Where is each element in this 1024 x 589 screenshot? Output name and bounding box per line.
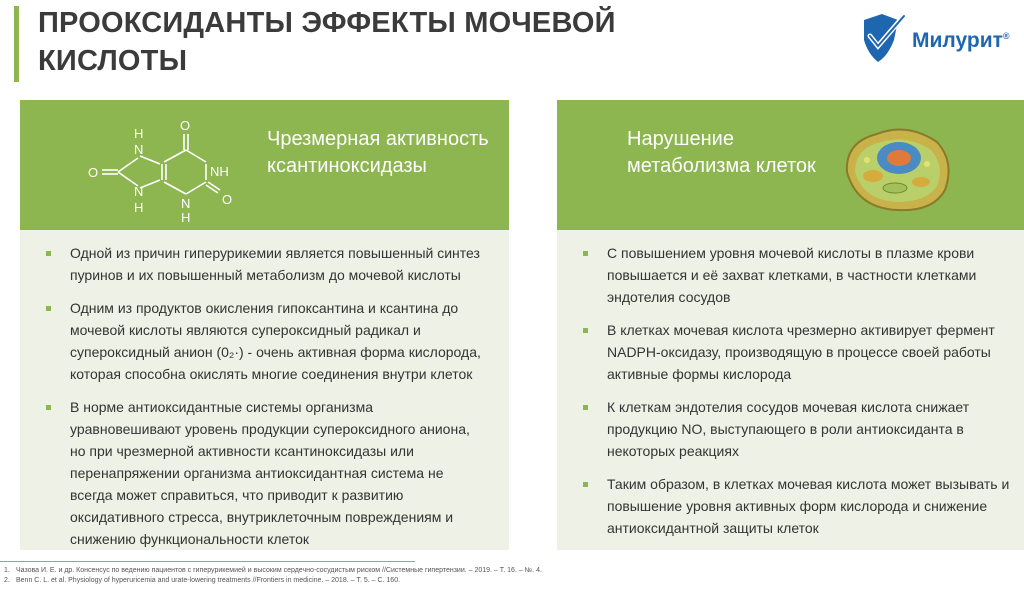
bullet-square-icon <box>46 405 51 410</box>
svg-text:O: O <box>180 118 191 133</box>
list-item: В норме антиоксидантные системы организма уравновешивают уровень продукции супероксидного аниона, но при чрезмерной активности ксантиноксидазы или перенапряжении организма антиоксидантная система не всегда может справиться, что приводит к развитию оксидативного стресса, внутриклеточным повреждениям и снижению функциональности клеток <box>44 396 481 550</box>
svg-text:N: N <box>134 142 144 157</box>
check-shield-icon <box>858 10 914 70</box>
page-title: ПРООКСИДАНТЫ ЭФФЕКТЫ МОЧЕВОЙ КИСЛОТЫ <box>38 7 616 77</box>
panel-cell-metabolism <box>557 100 1024 550</box>
footnote: 1. Чазова И. Е. и др. Консенсус по ведению пациентов с гиперурикемией и высоким сердечно-сосудистым риском //Системные гипертензии. – 2019. – Т. 16. – №. 4. <box>4 567 542 574</box>
bullet-list <box>44 242 481 550</box>
panel-header <box>20 100 509 230</box>
footnotes <box>4 566 542 586</box>
svg-text:N: N <box>134 184 144 199</box>
list-item: Одной из причин гиперурикемии является повышенный синтез пуринов и их повышенный метаболизм до мочевой кислоты <box>44 242 481 286</box>
panel-header-title: Нарушение метаболизма клеток <box>627 128 816 177</box>
svg-text:O: O <box>88 165 99 180</box>
footnote-divider <box>0 561 415 562</box>
panel-body <box>20 230 509 550</box>
bullet-square-icon <box>583 328 588 333</box>
panel-header <box>557 100 1024 230</box>
cell-illustration-icon <box>837 112 957 222</box>
footnote: 2. Benn C. L. et al. Physiology of hyperuricemia and urate-lowering treatments //Frontiers in medicine. – 2018. – Т. 5. – С. 160. <box>4 577 401 584</box>
bullet-list <box>581 242 1018 539</box>
bullet-square-icon <box>46 251 51 256</box>
logo-text: Милурит® <box>912 29 1010 52</box>
bullet-square-icon <box>583 251 588 256</box>
svg-text:NH: NH <box>210 164 229 179</box>
panel-xanthine-oxidase <box>20 100 509 550</box>
panel-body <box>557 230 1024 550</box>
list-item: К клеткам эндотелия сосудов мочевая кислота снижает продукцию NO, выступающего в роли антиоксиданта в некоторых реакциях <box>581 396 1018 462</box>
svg-text:H: H <box>134 126 144 141</box>
svg-text:O: O <box>222 192 233 207</box>
svg-text:H: H <box>134 200 144 215</box>
bullet-square-icon <box>583 405 588 410</box>
svg-text:N: N <box>181 196 191 211</box>
list-item: Одним из продуктов окисления гипоксантина и ксантина до мочевой кислоты являются супероксидный радикал и супероксидный анион (0₂·) - очень активная форма кислорода, которая способна окислять многие соединения внутри клеток <box>44 297 481 385</box>
title-accent-bar <box>14 6 19 82</box>
bullet-square-icon <box>583 482 588 487</box>
svg-text:H: H <box>181 210 191 225</box>
panel-header-title: Чрезмерная активность ксантиноксидазы <box>267 128 489 177</box>
list-item: Таким образом, в клетках мочевая кислота может вызывать и повышение уровня активных форм кислорода и снижение антиоксидантной защиты клеток <box>581 473 1018 539</box>
list-item: В клетках мочевая кислота чрезмерно активирует фермент NADPH-оксидазу, производящую в процессе своей работы активные формы кислорода <box>581 319 1018 385</box>
bullet-square-icon <box>46 306 51 311</box>
list-item: С повышением уровня мочевой кислоты в плазме крови повышается и её захват клетками, в частности клетками эндотелия сосудов <box>581 242 1018 308</box>
milurit-logo <box>858 10 1018 70</box>
uric-acid-molecule-icon <box>78 114 248 226</box>
